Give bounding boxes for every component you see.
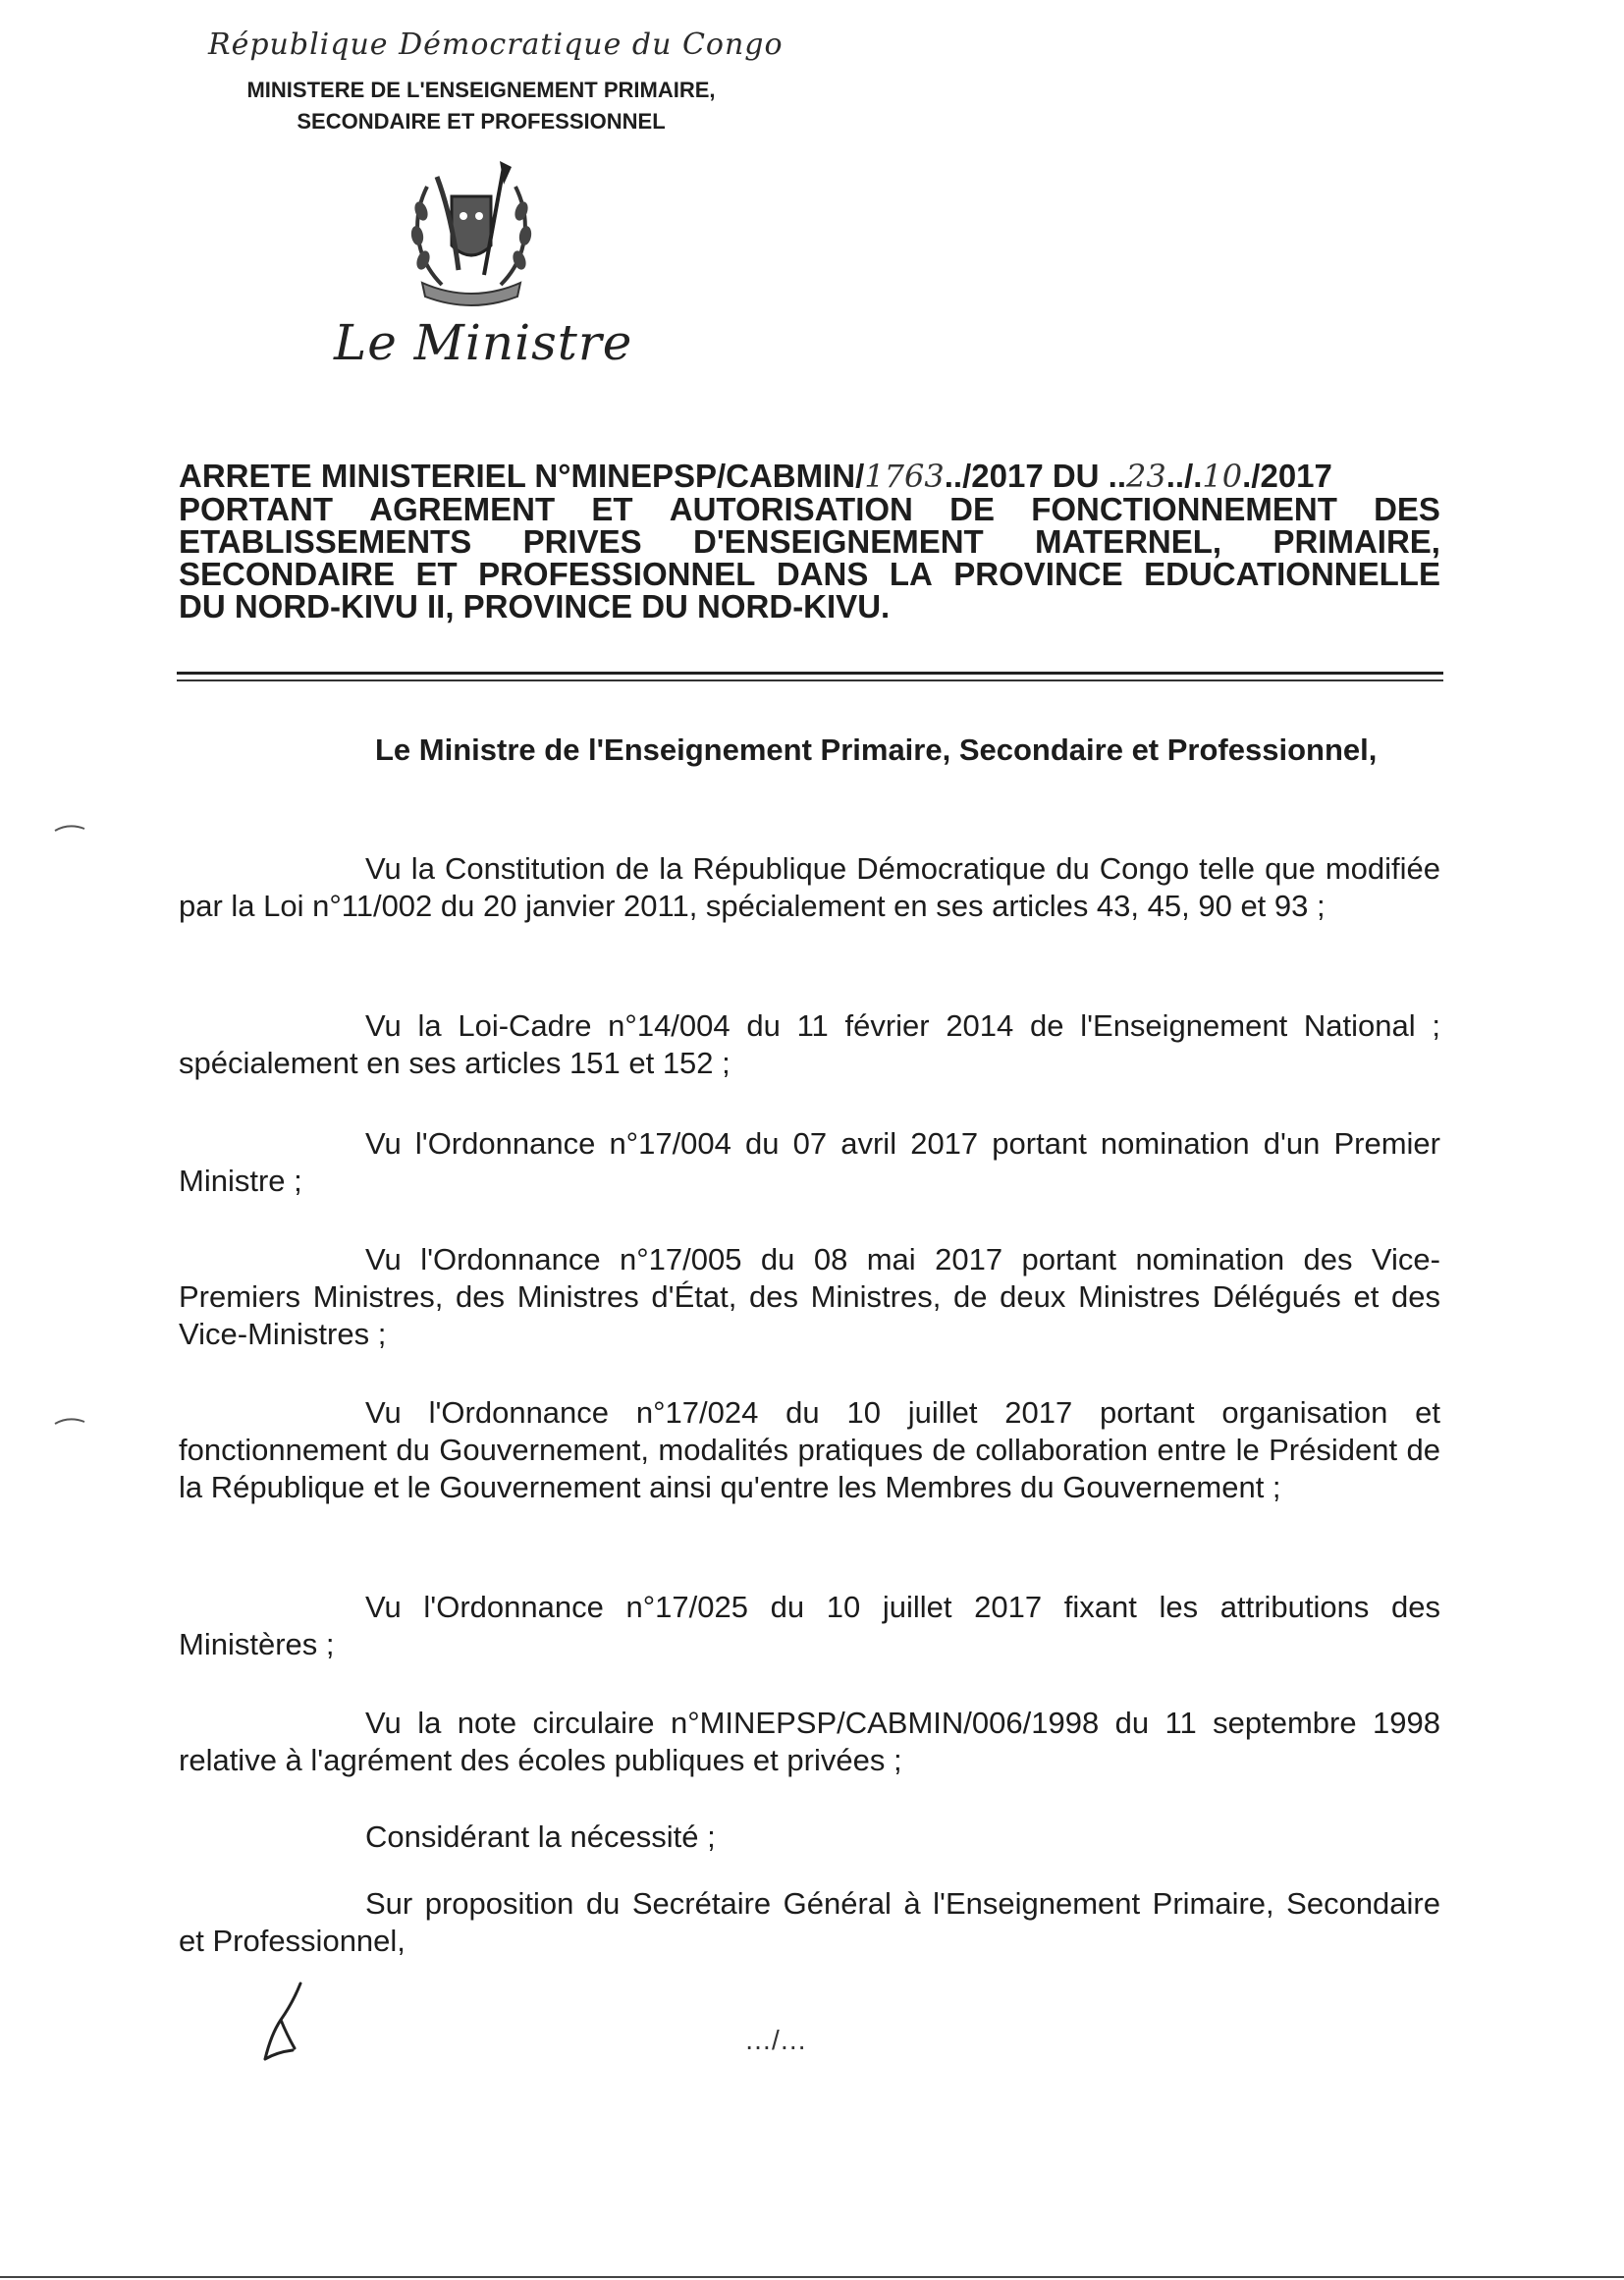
title-word: DES: [1374, 491, 1440, 527]
decree-month: 10: [1202, 458, 1243, 495]
title-word: ETABLISSEMENTS: [179, 523, 472, 560]
title-line-1: [179, 460, 1440, 493]
title-line-3: [179, 525, 1440, 558]
title-word: PRIMAIRE,: [1272, 523, 1440, 560]
title-word: MATERNEL,: [1035, 523, 1222, 560]
title-word: ET: [591, 491, 633, 527]
title-word: AGREMENT: [369, 491, 556, 527]
ministry-line-2: SECONDAIRE ET PROFESSIONNEL: [297, 109, 666, 134]
continuation-mark: …/…: [744, 2025, 807, 2055]
decree-prefix: ARRETE MINISTERIEL N°MINEPSP/CABMIN/: [179, 458, 865, 494]
intro-paragraph: Le Ministre de l'Enseignement Primaire, Secondaire et Professionnel,: [375, 733, 1378, 767]
decree-date-sep: ../.: [1165, 458, 1203, 494]
title-word: ET: [415, 556, 458, 592]
coat-of-arms-icon: [398, 157, 545, 314]
considerant-paragraph: Vu la note circulaire n°MINEPSP/CABMIN/006/1998 du 11 septembre 1998 relative à l'agrément des écoles publiques et privées ;: [179, 1706, 1440, 1777]
ministry-header: [167, 75, 795, 137]
title-word: SECONDAIRE: [179, 556, 396, 592]
scan-mark: [53, 1414, 86, 1428]
considerant-paragraph: Vu la Loi-Cadre n°14/004 du 11 février 2014 de l'Enseignement National ; spécialement en ses articles 151 et 152 ;: [179, 1008, 1440, 1080]
considerant-paragraph: Considérant la nécessité ;: [365, 1819, 716, 1854]
republic-name: République Démocratique du Congo: [208, 27, 784, 62]
title-word: D'ENSEIGNEMENT: [692, 523, 984, 560]
title-underline: [177, 672, 1443, 675]
considerant-paragraph: Vu la Constitution de la République Démocratique du Congo telle que modifiée par la Loi n°11/002 du 20 janvier 2011, spécialement en ses articles 43, 45, 90 et 93 ;: [179, 851, 1440, 923]
title-line-4: [179, 558, 1440, 590]
title-word: DANS: [776, 556, 869, 592]
ministry-line-1: MINISTERE DE L'ENSEIGNEMENT PRIMAIRE,: [246, 78, 716, 102]
title-word: PROFESSIONNEL: [478, 556, 756, 592]
considerant-paragraph: Vu l'Ordonnance n°17/025 du 10 juillet 2017 fixant les attributions des Ministères ;: [179, 1590, 1440, 1661]
title-word: DE: [949, 491, 995, 527]
title-word: PRIVES: [522, 523, 642, 560]
considerant-paragraph: Vu l'Ordonnance n°17/004 du 07 avril 2017 portant nomination d'un Premier Ministre ;: [179, 1126, 1440, 1198]
considerant-paragraph: Sur proposition du Secrétaire Général à l'Enseignement Primaire, Secondaire et Professionnel,: [179, 1886, 1440, 1958]
title-word: PROVINCE: [953, 556, 1123, 592]
title-word: AUTORISATION: [669, 491, 913, 527]
decree-day: 23: [1126, 458, 1166, 495]
scan-mark: [53, 821, 86, 835]
decree-title: [179, 460, 1440, 623]
considerant-paragraph: Vu l'Ordonnance n°17/024 du 10 juillet 2017 portant organisation et fonctionnement du Gouvernement, modalités pratiques de collaboration entre le Président de la République et le Gouvernement ainsi qu'entre les Membres du Gouvernement ;: [179, 1395, 1440, 1504]
title-word: PORTANT: [179, 491, 334, 527]
decree-date-end: ./2017: [1242, 458, 1332, 494]
title-word: FONCTIONNEMENT: [1031, 491, 1337, 527]
decree-year-sep: ../2017 DU ..: [944, 458, 1127, 494]
title-line-2: [179, 493, 1440, 525]
decree-number: 1763: [864, 458, 945, 495]
considerant-paragraph: Vu l'Ordonnance n°17/005 du 08 mai 2017 portant nomination des Vice-Premiers Ministres, des Ministres d'État, des Ministres, de deux Ministres Délégués et des Vice-Ministres ;: [179, 1242, 1440, 1351]
office-title: Le Ministre: [334, 314, 633, 371]
title-underline-thin: [177, 679, 1443, 681]
title-line-5: DU NORD-KIVU II, PROVINCE DU NORD-KIVU.: [179, 588, 891, 624]
title-word: EDUCATIONNELLE: [1144, 556, 1440, 592]
page-edge-line: [0, 2276, 1624, 2278]
title-word: LA: [889, 556, 933, 592]
handwritten-initial: [257, 1976, 316, 2064]
